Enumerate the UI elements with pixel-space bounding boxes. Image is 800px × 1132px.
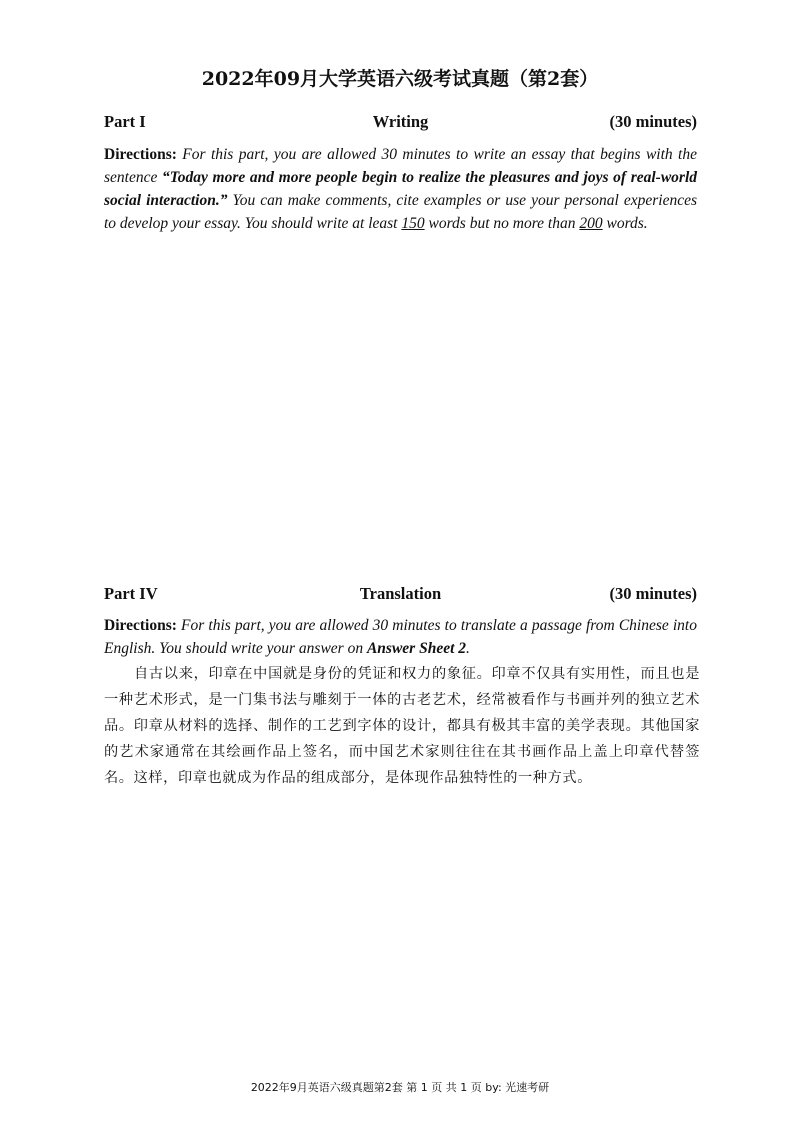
part4-name: Translation bbox=[359, 584, 442, 603]
page-title: 2022年09月大学英语六级考试真题（第2套） bbox=[201, 68, 599, 90]
part4-directions-text-2: . bbox=[466, 640, 470, 657]
part1-label: Part I bbox=[104, 112, 146, 131]
part1-max-words: 200 bbox=[579, 215, 603, 232]
part1-directions-text-2: You can make comments, cite examples or use your personal experiences to develop your essay. You should write at least bbox=[104, 192, 697, 232]
part4-directions-label: Directions: bbox=[104, 617, 177, 634]
translation-passage: 自古以来，印章在中国就是身份的凭证和权力的象征。印章不仅具有实用性，而且也是一种艺术形式，是一门集书法与雕刻于一体的古老艺术，经常被看作与书画并列的独立艺术品。印章从材料的选择、制作的工艺到字体的设计，都具有极其丰富的美学表现。其他国家的艺术家通常在其绘画作品上签名，而中国艺术家则往往在其书画作品上盖上印章代替签名。这样，印章也就成为作品的组成部分，是体现作品独特性的一种方式。 bbox=[104, 666, 700, 786]
part1-directions-text-4: words. bbox=[602, 215, 648, 232]
page-footer: 2022年9月英语六级真题第2套 第 1 页 共 1 页 by: 光速考研 bbox=[250, 1081, 550, 1094]
part4-answer-sheet: Answer Sheet 2 bbox=[366, 640, 467, 657]
part1-directions-text-1: For this part, you are allowed 30 minutes to write an essay that begins with the sentence bbox=[104, 146, 697, 186]
part1-time: (30 minutes) bbox=[609, 112, 697, 131]
part1-directions-label: Directions: bbox=[104, 146, 177, 163]
part1-min-words: 150 bbox=[401, 215, 425, 232]
part1-directions bbox=[104, 143, 697, 235]
part4-label: Part IV bbox=[104, 584, 158, 603]
part1-directions-text-3: words but no more than bbox=[424, 215, 580, 232]
part4-directions bbox=[104, 614, 697, 660]
part1-name: Writing bbox=[372, 112, 429, 131]
part4-time: (30 minutes) bbox=[609, 584, 697, 603]
part1-essay-prompt: “Today more and more people begin to realize the pleasures and joys of real-world social interaction.” bbox=[104, 169, 697, 209]
part4-directions-text-1: For this part, you are allowed 30 minutes to translate a passage from Chinese into English. You should write your answer on bbox=[104, 617, 697, 657]
